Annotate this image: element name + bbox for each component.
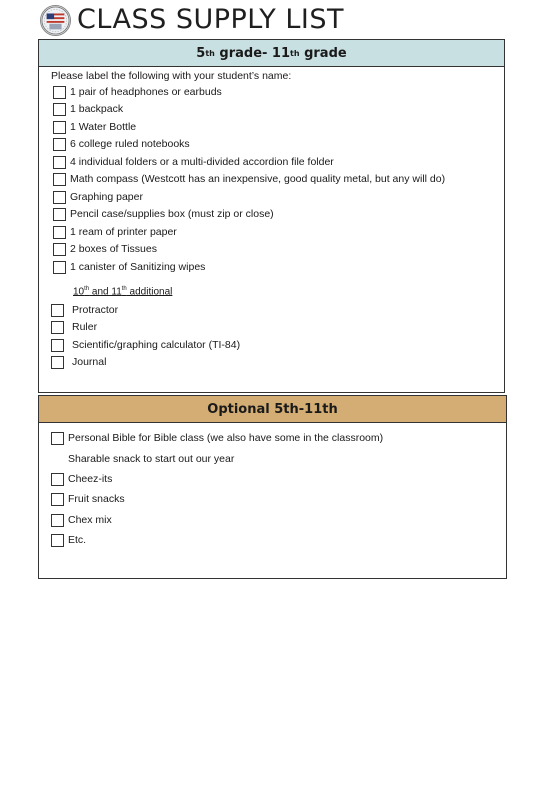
checkbox[interactable]: [51, 493, 64, 506]
item-label: 6 college ruled notebooks: [70, 138, 190, 150]
checklist-item[interactable]: [51, 491, 125, 507]
heading-sup-start: th: [205, 48, 215, 58]
heading-grade-start: 5: [196, 45, 206, 61]
heading-sup-end: th: [290, 48, 300, 58]
checkbox[interactable]: [53, 191, 66, 204]
checklist-item[interactable]: [51, 319, 97, 335]
checkbox[interactable]: [53, 156, 66, 169]
checklist-item[interactable]: [53, 259, 205, 275]
checkbox[interactable]: [53, 103, 66, 116]
checkbox[interactable]: [53, 86, 66, 99]
checkbox[interactable]: [53, 226, 66, 239]
checklist-item[interactable]: [53, 101, 123, 117]
additional-mid: and 11: [89, 286, 122, 298]
checkbox[interactable]: [51, 432, 64, 445]
checkbox[interactable]: [51, 356, 64, 369]
checkbox[interactable]: [53, 261, 66, 274]
item-label: Chex mix: [68, 514, 112, 526]
optional-supply-section: [38, 395, 507, 579]
checklist-item[interactable]: [53, 241, 157, 257]
checkbox[interactable]: [51, 514, 64, 527]
checkbox[interactable]: [51, 473, 64, 486]
checklist-item[interactable]: [53, 84, 222, 100]
item-label: Cheez-its: [68, 473, 113, 485]
checklist-item[interactable]: [53, 136, 190, 152]
label-instructions: Please label the following with your student’s name:: [51, 70, 292, 82]
item-label: Journal: [72, 356, 107, 368]
heading-mid: grade- 11: [214, 45, 291, 61]
item-label: 4 individual folders or a multi-divided accordion file folder: [70, 156, 334, 168]
checkbox[interactable]: [53, 243, 66, 256]
snack-note: Sharable snack to start out our year: [68, 453, 235, 465]
item-label: Fruit snacks: [68, 493, 125, 505]
item-label: Ruler: [72, 321, 98, 333]
item-label: 2 boxes of Tissues: [70, 243, 157, 255]
item-label: Graphing paper: [70, 191, 143, 203]
checklist-item[interactable]: [51, 337, 240, 353]
item-label: Scientific/graphing calculator (TI-84): [72, 339, 241, 351]
additional-sup-start: th: [84, 286, 90, 292]
grade-supply-section: [38, 39, 505, 393]
item-label: 1 canister of Sanitizing wipes: [70, 261, 206, 273]
checklist-item[interactable]: [51, 354, 106, 370]
additional-end: additional: [126, 286, 173, 298]
checklist-item[interactable]: [53, 189, 143, 205]
section-heading-optional: Optional 5th-11th: [39, 396, 506, 423]
item-label: Math compass (Westcott has an inexpensive, good quality metal, but any will do): [70, 173, 446, 185]
checkbox[interactable]: [51, 534, 64, 547]
checklist-item[interactable]: [53, 206, 274, 222]
checkbox[interactable]: [51, 304, 64, 317]
checklist-item[interactable]: [53, 119, 136, 135]
additional-heading: [73, 286, 172, 297]
item-label: Etc.: [68, 534, 87, 546]
checklist-item[interactable]: [51, 512, 112, 528]
additional-sup-end: th: [121, 286, 127, 292]
checkbox[interactable]: [51, 339, 64, 352]
heading-end: grade: [299, 45, 347, 61]
checklist-item[interactable]: [51, 532, 86, 548]
checklist-item[interactable]: [51, 302, 118, 318]
document-title: CLASS SUPPLY LIST: [77, 4, 344, 35]
checklist-item[interactable]: [53, 171, 445, 187]
item-label: 1 pair of headphones or earbuds: [70, 86, 222, 98]
item-label: 1 Water Bottle: [70, 121, 137, 133]
item-label: Personal Bible for Bible class (we also have some in the classroom): [68, 432, 384, 444]
checkbox[interactable]: [53, 208, 66, 221]
checklist-item[interactable]: [51, 471, 112, 487]
additional-grade-start: 10: [73, 286, 85, 298]
item-label: Pencil case/supplies box (must zip or close): [70, 208, 274, 220]
checklist-item[interactable]: [53, 154, 334, 170]
item-label: 1 ream of printer paper: [70, 226, 177, 238]
checkbox[interactable]: [51, 321, 64, 334]
section-heading-grades: [39, 40, 504, 67]
checkbox[interactable]: [53, 173, 66, 186]
checklist-item[interactable]: [51, 430, 383, 446]
checkbox[interactable]: [53, 121, 66, 134]
page-header: [40, 2, 344, 38]
checklist-item[interactable]: [53, 224, 177, 240]
item-label: 1 backpack: [70, 103, 124, 115]
school-logo-icon: [40, 5, 71, 36]
checkbox[interactable]: [53, 138, 66, 151]
item-label: Protractor: [72, 304, 119, 316]
